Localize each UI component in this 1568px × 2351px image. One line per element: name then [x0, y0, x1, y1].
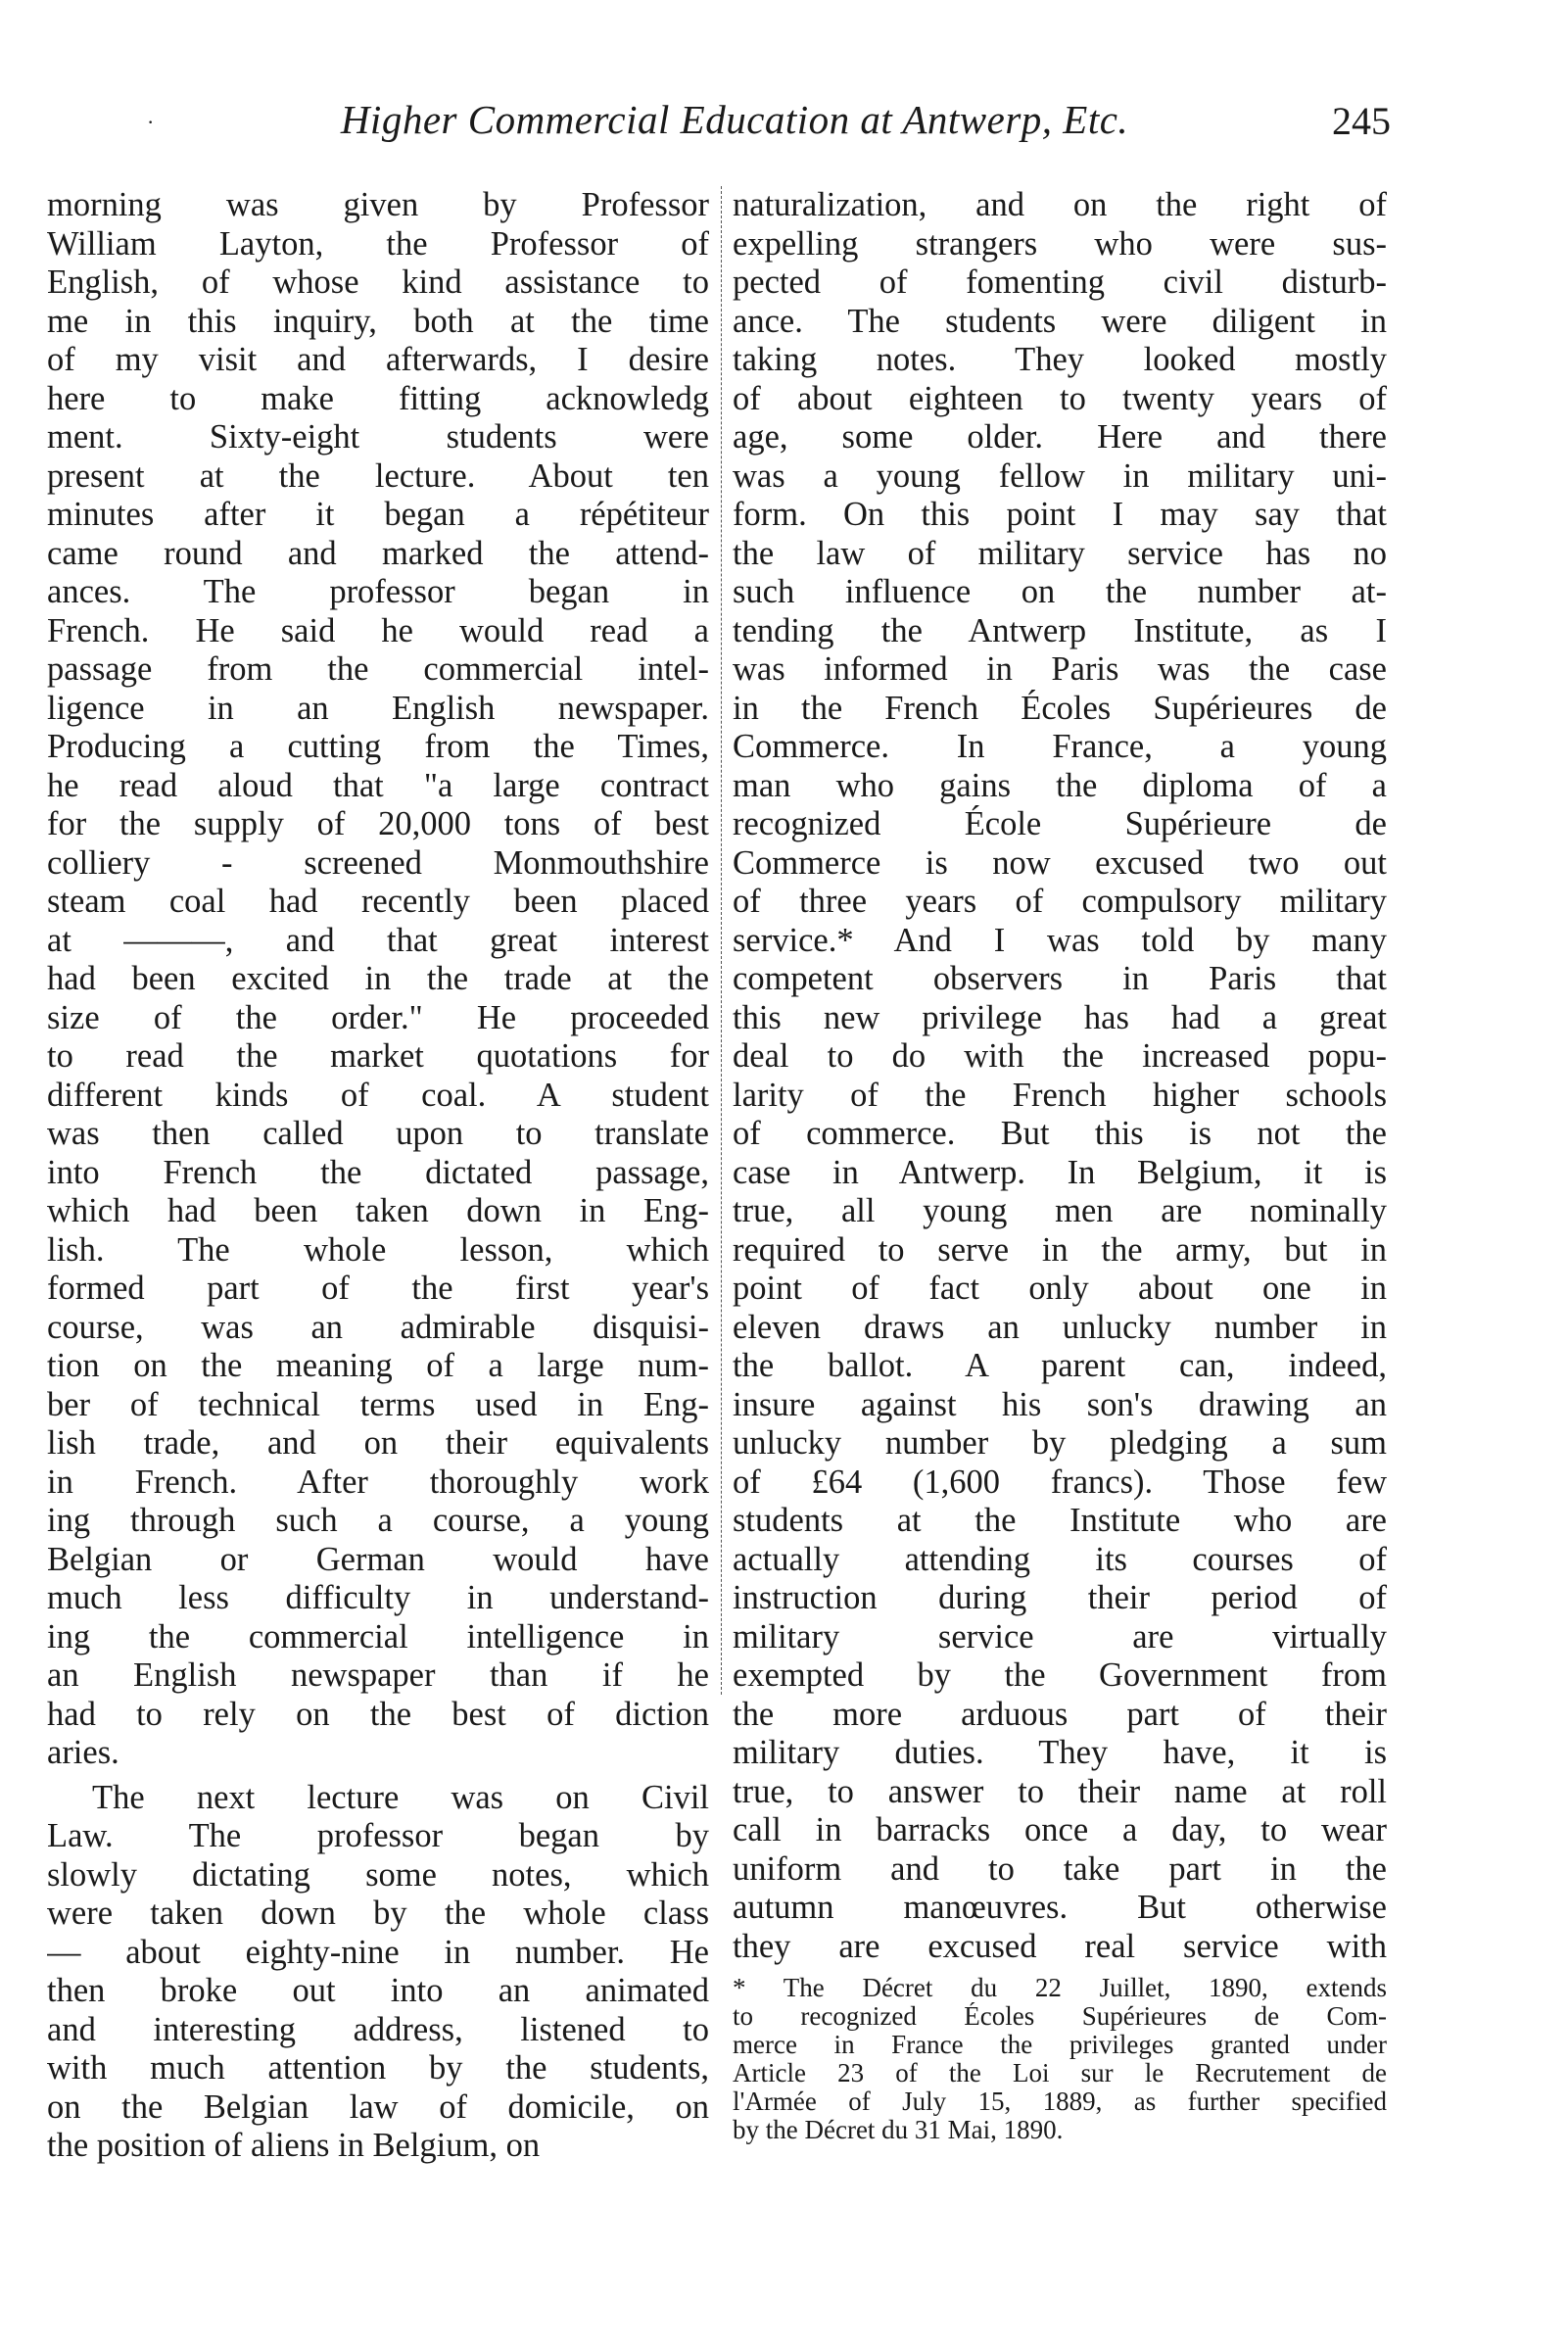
right-text-line: insure against his son's drawing an: [733, 1385, 1387, 1423]
right-text-line: larity of the French higher schools: [733, 1076, 1387, 1114]
left-text-line: morning was given by Professor: [47, 186, 709, 223]
footnote-line: l'Armée of July 15, 1889, as further specified: [733, 2087, 1387, 2116]
right-text-line: true, to answer to their name at roll: [733, 1772, 1387, 1810]
left-text-line: of my visit and afterwards, I desire: [47, 341, 709, 378]
running-head: Higher Commercial Education at Antwerp, Etc.: [340, 97, 1129, 142]
right-text-line: recognized École Supérieure de: [733, 805, 1387, 842]
right-text-line: instruction during their period of: [733, 1579, 1387, 1616]
left-text-line: he read aloud that "a large contract: [47, 766, 709, 804]
left-text-line: English, of whose kind assistance to: [47, 264, 709, 301]
right-text-line: deal to do with the increased popu-: [733, 1037, 1387, 1075]
left-text-line: slowly dictating some notes, which: [47, 1855, 709, 1894]
left-text-line: the position of aliens in Belgium, on: [47, 2127, 541, 2164]
right-text-line: point of fact only about one in: [733, 1270, 1387, 1307]
right-text-line: Commerce. In France, a young: [733, 728, 1387, 765]
left-text-line: were taken down by the whole class: [47, 1895, 709, 1932]
footnote-line: merce in France the privileges granted under: [733, 2031, 1387, 2059]
right-text-line: case in Antwerp. In Belgium, it is: [733, 1153, 1387, 1191]
footnote-line: by the Décret du 31 Mai, 1890.: [733, 2116, 1064, 2144]
right-text-line: exempted by the Government from: [733, 1656, 1387, 1694]
left-text-line: aries.: [47, 1734, 119, 1771]
left-text-line: different kinds of coal. A student: [47, 1076, 709, 1114]
column-divider: [721, 186, 722, 1695]
right-text-line: age, some older. Here and there: [733, 418, 1387, 456]
right-column: [733, 186, 1387, 2144]
right-text-line: taking notes. They looked mostly: [733, 341, 1387, 378]
right-text-line: the law of military service has no: [733, 534, 1387, 572]
right-text-line: required to serve in the army, but in: [733, 1230, 1387, 1269]
left-text-line: me in this inquiry, both at the time: [47, 302, 709, 340]
right-column-body: [733, 186, 1387, 1966]
right-text-line: this new privilege has had a great: [733, 998, 1387, 1036]
right-text-line: true, all young men are nominally: [733, 1192, 1387, 1229]
left-text-line: had to rely on the best of diction: [47, 1695, 709, 1733]
left-text-line: had been excited in the trade at the: [47, 960, 709, 997]
right-text-line: of about eighteen to twenty years of: [733, 379, 1387, 417]
right-text-line: of commerce. But this is not the: [733, 1115, 1387, 1152]
right-text-line: actually attending its courses of: [733, 1540, 1387, 1578]
left-text-line: Law. The professor began by: [47, 1817, 709, 1854]
right-text-line: was a young fellow in military uni-: [733, 456, 1387, 495]
left-text-line: steam coal had recently been placed: [47, 883, 709, 920]
left-text-line: formed part of the first year's: [47, 1270, 709, 1307]
right-text-line: of three years of compulsory military: [733, 883, 1387, 920]
left-text-line: and interesting address, listened to: [47, 2010, 709, 2048]
left-text-line: on the Belgian law of domicile, on: [47, 2087, 709, 2126]
right-text-line: eleven draws an unlucky number in: [733, 1308, 1387, 1346]
left-text-line: ligence in an English newspaper.: [47, 689, 709, 727]
right-text-line: students at the Institute who are: [733, 1502, 1387, 1539]
left-text-line: for the supply of 20,000 tons of best: [47, 805, 709, 842]
left-text-line: tion on the meaning of a large num-: [47, 1347, 709, 1384]
left-text-line: ber of technical terms used in Eng-: [47, 1385, 709, 1423]
left-text-line: ment. Sixty-eight students were: [47, 418, 709, 456]
page-number: 245: [1332, 99, 1391, 143]
right-text-line: in the French Écoles Supérieures de: [733, 689, 1387, 727]
footnote-line: * The Décret du 22 Juillet, 1890, extends: [733, 1974, 1387, 2002]
right-text-line: military service are virtually: [733, 1617, 1387, 1655]
left-text-line: — about eighty-nine in number. He: [47, 1933, 709, 1971]
left-text-line: in French. After thoroughly work: [47, 1463, 709, 1501]
left-column: [47, 186, 709, 2166]
left-text-line: Belgian or German would have: [47, 1540, 709, 1578]
left-text-line: French. He said he would read a: [47, 611, 709, 649]
right-text-line: such influence on the number at-: [733, 573, 1387, 610]
footnote: [733, 1974, 1387, 2144]
left-text-line: ing the commercial intelligence in: [47, 1617, 709, 1655]
left-text-line: then broke out into an animated: [47, 1972, 709, 2009]
right-text-line: pected of fomenting civil disturb-: [733, 264, 1387, 301]
right-text-line: the more arduous part of their: [733, 1695, 1387, 1733]
right-text-line: ance. The students were diligent in: [733, 302, 1387, 340]
left-text-line: came round and marked the attend-: [47, 534, 709, 572]
right-text-line: the ballot. A parent can, indeed,: [733, 1347, 1387, 1384]
left-text-line: course, was an admirable disquisi-: [47, 1308, 709, 1346]
left-text-line: ances. The professor began in: [47, 573, 709, 610]
footnote-line: Article 23 of the Loi sur le Recrutement de: [733, 2059, 1387, 2087]
left-text-line: into French the dictated passage,: [47, 1153, 709, 1191]
left-text-line: Producing a cutting from the Times,: [47, 728, 709, 765]
right-text-line: unlucky number by pledging a sum: [733, 1424, 1387, 1462]
left-text-line: was then called upon to translate: [47, 1115, 709, 1152]
left-text-line: lish trade, and on their equivalents: [47, 1424, 709, 1462]
margin-dot: ·: [147, 110, 155, 134]
left-text-line: minutes after it began a répétiteur: [47, 496, 709, 533]
right-text-line: Commerce is now excused two out: [733, 843, 1387, 882]
left-text-line: passage from the commercial intel-: [47, 650, 709, 688]
left-text-line: to read the market quotations for: [47, 1037, 709, 1075]
left-text-line: The next lecture was on Civil: [92, 1778, 709, 1816]
left-text-line: with much attention by the students,: [47, 2049, 709, 2087]
right-text-line: naturalization, and on the right of: [733, 186, 1387, 223]
left-text-line: which had been taken down in Eng-: [47, 1192, 709, 1229]
right-text-line: tending the Antwerp Institute, as I: [733, 611, 1387, 649]
right-text-line: autumn manœuvres. But otherwise: [733, 1889, 1387, 1926]
right-text-line: military duties. They have, it is: [733, 1734, 1387, 1771]
left-text-line: ing through such a course, a young: [47, 1502, 709, 1539]
right-text-line: competent observers in Paris that: [733, 960, 1387, 997]
left-text-line: colliery - screened Monmouthshire: [47, 843, 709, 882]
left-text-line: an English newspaper than if he: [47, 1656, 709, 1694]
left-text-line: here to make fitting acknowledg: [47, 379, 709, 417]
left-text-line: lish. The whole lesson, which: [47, 1230, 709, 1269]
right-text-line: of £64 (1,600 francs). Those few: [733, 1463, 1387, 1501]
left-text-line: at ———, and that great interest: [47, 921, 709, 959]
left-text-line: present at the lecture. About ten: [47, 456, 709, 495]
right-text-line: was informed in Paris was the case: [733, 650, 1387, 688]
right-text-line: man who gains the diploma of a: [733, 766, 1387, 804]
right-text-line: they are excused real service with: [733, 1927, 1387, 1965]
left-text-line: size of the order." He proceeded: [47, 998, 709, 1036]
right-text-line: uniform and to take part in the: [733, 1849, 1387, 1888]
right-text-line: service.* And I was told by many: [733, 921, 1387, 959]
right-text-line: form. On this point I may say that: [733, 496, 1387, 533]
left-text-line: much less difficulty in understand-: [47, 1579, 709, 1616]
right-text-line: call in barracks once a day, to wear: [733, 1811, 1387, 1848]
right-text-line: expelling strangers who were sus-: [733, 224, 1387, 263]
footnote-line: to recognized Écoles Supérieures de Com-: [733, 2002, 1387, 2031]
left-text-line: William Layton, the Professor of: [47, 224, 709, 263]
